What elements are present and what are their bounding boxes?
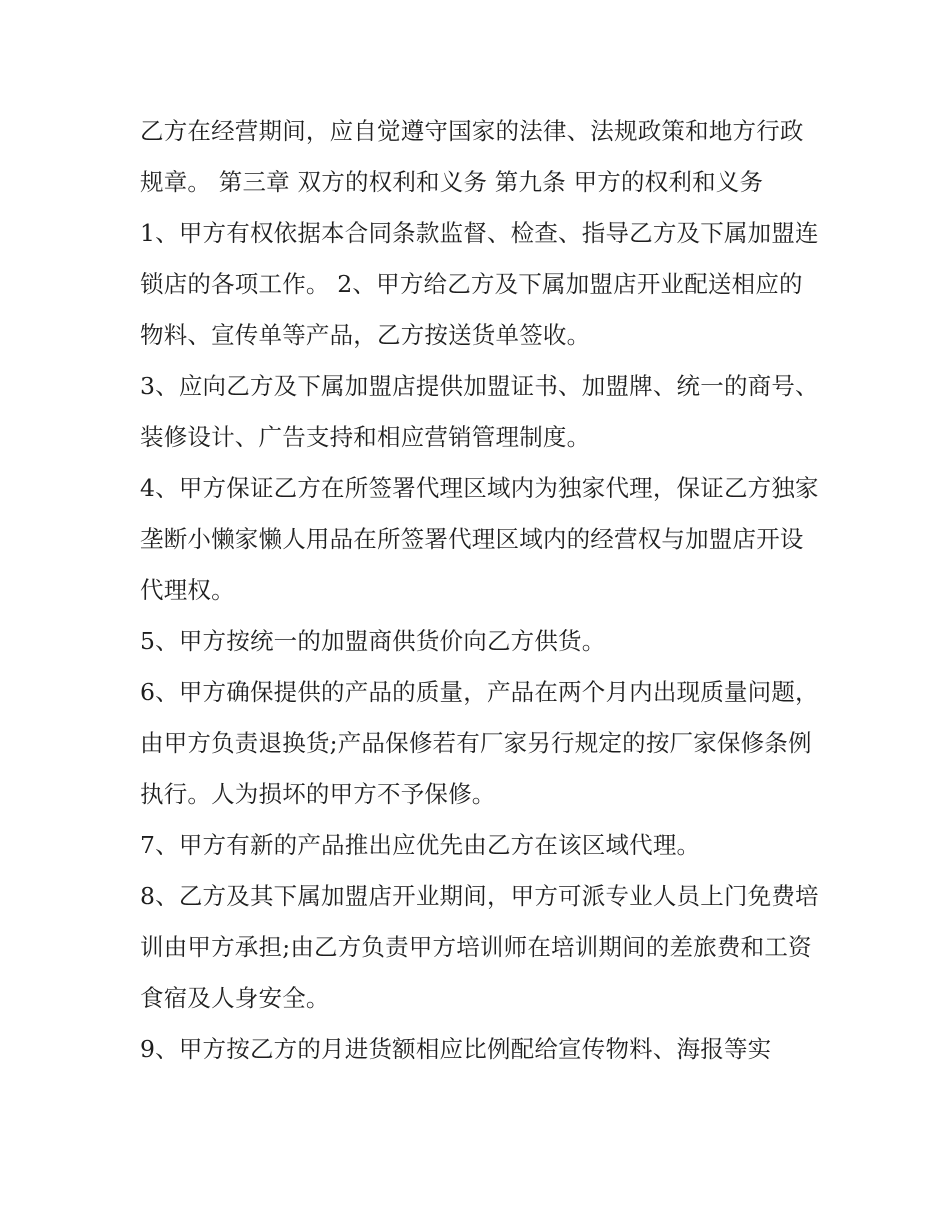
document-body bbox=[140, 106, 820, 1075]
paragraph-clause-3: 3、应向乙方及下属加盟店提供加盟证书、加盟牌、统一的商号、装修设计、广告支持和相应营销管理制度。 bbox=[140, 372, 819, 451]
paragraph-clause-8: 8、乙方及其下属加盟店开业期间，甲方可派专业人员上门免费培训由甲方承担;由乙方负责甲方培训师在培训期间的差旅费和工资食宿及人身安全。 bbox=[140, 882, 819, 1012]
paragraph-clause-9: 9、甲方按乙方的月进货额相应比例配给宣传物料、海报等实 bbox=[140, 1035, 772, 1063]
paragraph-intro: 乙方在经营期间，应自觉遵守国家的法律、法规政策和地方行政规章。 第三章 双方的权利和义务 第九条 甲方的权利和义务 bbox=[140, 117, 804, 196]
paragraph-clause-4: 4、甲方保证乙方在所签署代理区域内为独家代理，保证乙方独家垄断小懒家懒人用品在所签署代理区域内的经营权与加盟店开设代理权。 bbox=[140, 474, 819, 604]
paragraph-clause-7: 7、甲方有新的产品推出应优先由乙方在该区域代理。 bbox=[140, 831, 701, 859]
paragraph-clause-6: 6、甲方确保提供的产品的质量，产品在两个月内出现质量问题，由甲方负责退换货;产品保修若有厂家另行规定的按厂家保修条例执行。人为损坏的甲方不予保修。 bbox=[140, 678, 819, 808]
paragraph-clause-1-2: 1、甲方有权依据本合同条款监督、检查、指导乙方及下属加盟连锁店的各项工作。 2、甲方给乙方及下属加盟店开业配送相应的物料、宣传单等产品，乙方按送货单签收。 bbox=[140, 219, 819, 349]
paragraph-clause-5: 5、甲方按统一的加盟商供货价向乙方供货。 bbox=[140, 627, 606, 655]
